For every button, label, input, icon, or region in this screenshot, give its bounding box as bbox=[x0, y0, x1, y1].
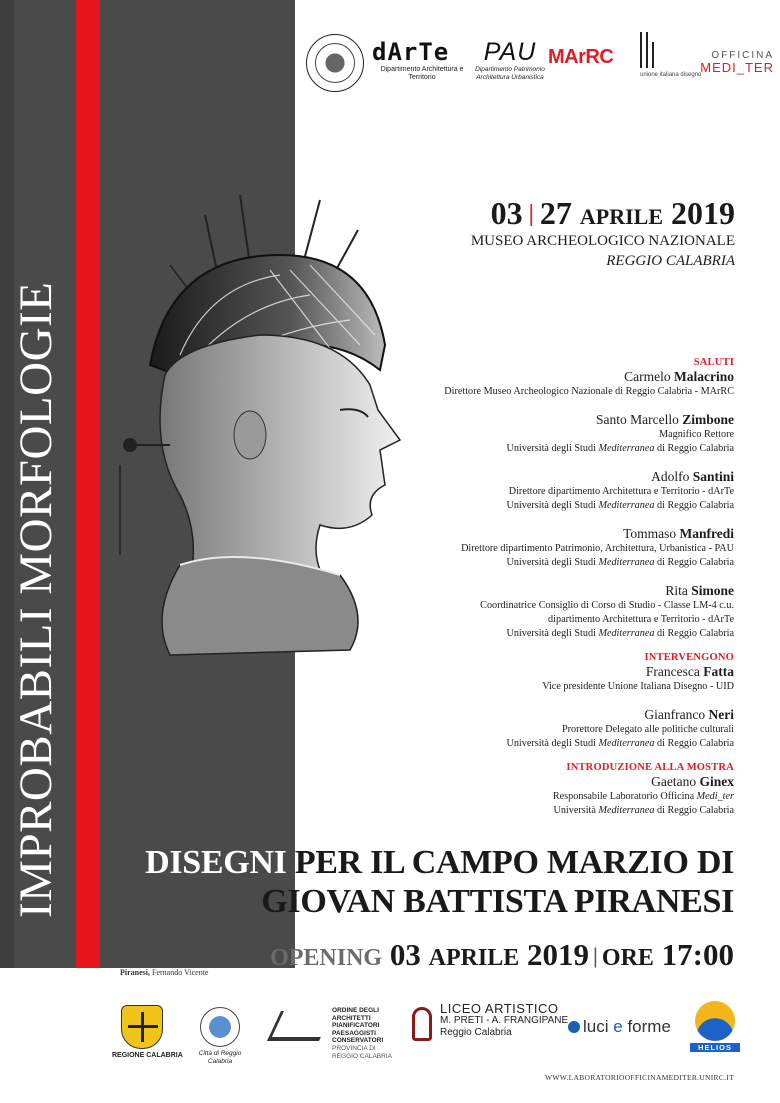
footer-logos: REGIONE CALABRIA Città di Reggio Calabria ORDINE DEGLI ARCHITETTI PIANIFICATORI PAESAGGISTI CONSERVATORI PROVINCIA DI REGGIO CALABRIA LICEO ARTISTICO M. PRETI - A. FRANGIPANE Reggio Calabria luci e forme HELIOS bbox=[0, 995, 780, 1065]
ordine-text-line: PROVINCIA DI bbox=[332, 1044, 376, 1052]
pau-logo: PAU Dipartimento Patrimonio Architettura Urbanistica bbox=[475, 38, 545, 81]
regione-calabria-logo: REGIONE CALABRIA bbox=[112, 1005, 172, 1059]
section-heading-intervengono: INTERVENGONO bbox=[644, 652, 734, 663]
speaker-name: Carmelo Malacrino bbox=[624, 369, 734, 384]
speaker-role: Università degli Studi Mediterranea di Reggio Calabria bbox=[506, 738, 734, 749]
ordine-text-line: REGGIO CALABRIA bbox=[332, 1052, 392, 1060]
exhibition-title: DISEGNI PER IL CAMPO MARZIO DI GIOVAN BATTISTA PIRANESI bbox=[145, 844, 734, 920]
liceo-head-icon bbox=[412, 1007, 432, 1041]
speaker-name: Adolfo Santini bbox=[651, 469, 734, 484]
regione-shield-icon bbox=[121, 1005, 163, 1049]
image-credit: Piranesi, Fernando Vicente bbox=[120, 968, 209, 977]
ordine-text-line: ORDINE DEGLI bbox=[332, 1007, 379, 1014]
speaker-name: Gianfranco Neri bbox=[644, 707, 734, 722]
darte-logo: dArTe Dipartimento Architettura e Territorio bbox=[372, 38, 464, 81]
university-seal-icon bbox=[315, 43, 355, 83]
ordine-text-line: PAESAGGISTI bbox=[332, 1029, 376, 1037]
citta-reggio-logo: Città di Reggio Calabria bbox=[192, 1007, 248, 1066]
ordine-text-line: CONSERVATORI bbox=[332, 1037, 384, 1045]
speaker-role: Università Mediterranea di Reggio Calabria bbox=[553, 805, 734, 816]
university-seal-logo bbox=[306, 34, 364, 92]
speaker-name: Santo Marcello Zimbone bbox=[596, 412, 734, 427]
speaker-role: Direttore Museo Archeologico Nazionale di Reggio Calabria - MArRC bbox=[444, 386, 734, 397]
speaker-name: Francesca Fatta bbox=[645, 664, 734, 679]
helios-logo: HELIOS bbox=[690, 1001, 740, 1052]
venue-city: REGGIO CALABRIA bbox=[606, 253, 735, 269]
speaker-role: Vice presidente Unione Italiana Disegno - UID bbox=[542, 681, 734, 692]
red-stripe bbox=[76, 0, 100, 968]
ordine-text-line: PIANIFICATORI bbox=[332, 1022, 380, 1030]
speaker-role: Responsabile Laboratorio Officina Medi_ter bbox=[552, 791, 734, 802]
speaker-role: Prorettore Delegato alle politiche culturali bbox=[562, 724, 734, 735]
luci-e-forme-logo: luci e forme bbox=[568, 1017, 671, 1037]
speaker-role: Università degli Studi Mediterranea di Reggio Calabria bbox=[506, 443, 734, 454]
section-heading-introduzione: INTRODUZIONE ALLA MOSTRA bbox=[566, 762, 734, 773]
officina-mediter-logo: OFFICINA MEDI_TER bbox=[700, 50, 774, 75]
speaker-name: Rita Simone bbox=[665, 583, 734, 598]
website-url[interactable]: WWW.LABORATORIOOFFICINAMEDITER.UNIRC.IT bbox=[545, 1073, 734, 1082]
speakers-list bbox=[374, 356, 734, 818]
speaker-role: Università degli Studi Mediterranea di Reggio Calabria bbox=[506, 500, 734, 511]
header-logos bbox=[302, 28, 772, 98]
speaker-role: Università degli Studi Mediterranea di Reggio Calabria bbox=[506, 557, 734, 568]
citta-seal-icon bbox=[200, 1007, 240, 1047]
opening-line: OPENING 03 APRILE 2019 | ORE 17:00 bbox=[270, 937, 734, 972]
speaker-role: Università degli Studi Mediterranea di Reggio Calabria bbox=[506, 628, 734, 639]
title-word-disegni: DISEGNI bbox=[145, 844, 287, 881]
speaker-role: Direttore dipartimento Patrimonio, Architettura, Urbanistica - PAU bbox=[461, 543, 734, 554]
piranesi-bust-illustration bbox=[110, 195, 410, 665]
speaker-role: dipartimento Architettura e Territorio - dArTe bbox=[548, 614, 734, 625]
helios-sun-icon bbox=[695, 1001, 735, 1041]
luci-dot-icon bbox=[568, 1021, 580, 1033]
event-dates: 03 | 27 APRILE 2019 bbox=[490, 195, 735, 231]
section-heading-saluti: SALUTI bbox=[693, 357, 734, 368]
speaker-role: Magnifico Rettore bbox=[659, 429, 734, 440]
speaker-role: Direttore dipartimento Architettura e Territorio - dArTe bbox=[508, 486, 734, 497]
uid-logo: unione italiana disegno bbox=[640, 32, 702, 78]
venue: MUSEO ARCHEOLOGICO NAZIONALE bbox=[470, 233, 735, 249]
vertical-title: IMPROBABILI MORFOLOGIE bbox=[10, 281, 62, 918]
speaker-role: Coordinatrice Consiglio di Corso di Studio - Classe LM-4 c.u. bbox=[480, 600, 734, 611]
ordine-mark-icon bbox=[267, 1011, 333, 1041]
ordine-text-line: ARCHITETTI bbox=[332, 1014, 371, 1022]
speaker-name: Gaetano Ginex bbox=[651, 774, 734, 789]
speaker-name: Tommaso Manfredi bbox=[623, 526, 734, 541]
marrc-logo: MArRC bbox=[548, 46, 614, 68]
